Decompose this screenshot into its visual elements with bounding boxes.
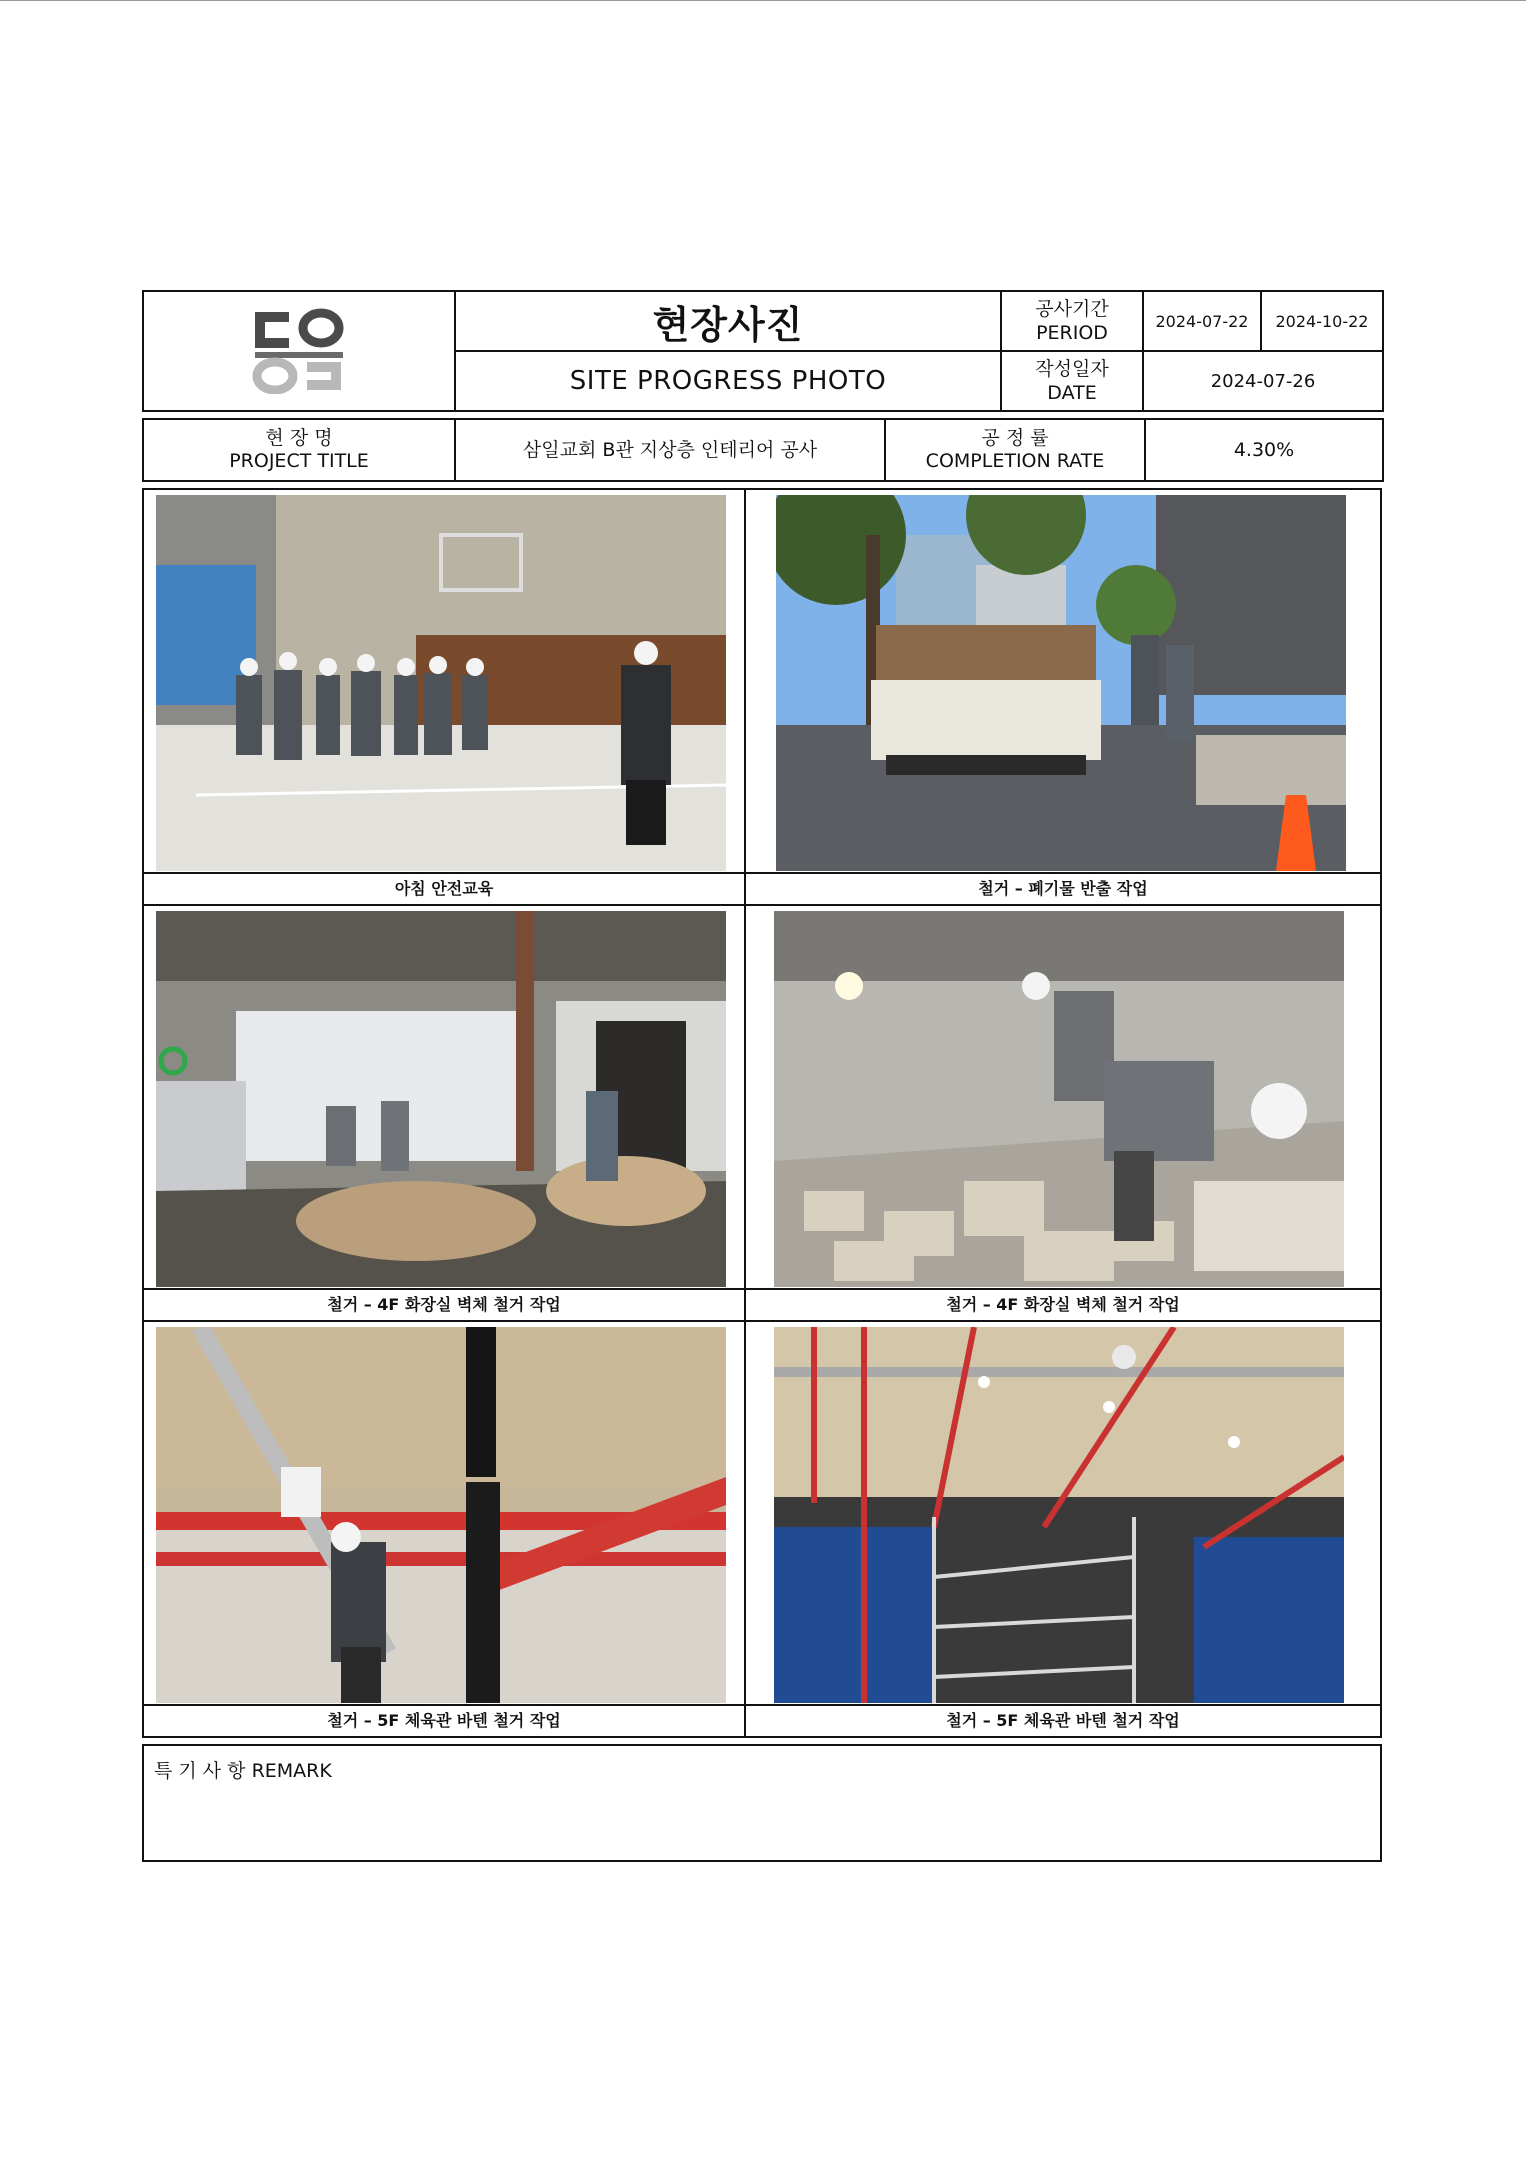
project-title-value: 삼일교회 B관 지상층 인테리어 공사: [455, 419, 885, 481]
completion-rate-value: 4.30%: [1145, 419, 1383, 481]
report-header: [142, 290, 1384, 412]
title-korean: 현장사진: [455, 291, 1001, 351]
page-top-rule: [0, 0, 1526, 1]
photo-cell: [746, 490, 1380, 904]
photo-5f-batten-removal-2: [774, 1327, 1344, 1703]
photo-cell: [746, 906, 1380, 1320]
date-label: [1001, 351, 1143, 411]
completion-rate-label-en: COMPLETION RATE: [925, 450, 1105, 472]
photo-caption: 철거 – 4F 화장실 벽체 철거 작업: [946, 1295, 1180, 1314]
project-info: [142, 418, 1384, 482]
photo-caption: 철거 – 5F 체육관 바텐 철거 작업: [327, 1711, 561, 1730]
company-logo-icon: [251, 308, 347, 394]
logo-cell: [143, 291, 455, 411]
title-english: SITE PROGRESS PHOTO: [455, 351, 1001, 411]
date-value: 2024-07-26: [1143, 351, 1383, 411]
remark-box: [142, 1744, 1382, 1862]
date-label-en: DATE: [1047, 382, 1097, 404]
period-start: 2024-07-22: [1143, 291, 1261, 351]
date-label-ko: 작성일자: [1035, 358, 1109, 380]
project-title-label: [143, 419, 455, 481]
photo-5f-batten-removal: [156, 1327, 726, 1703]
photo-caption: 철거 – 5F 체육관 바텐 철거 작업: [946, 1711, 1180, 1730]
project-title-label-en: PROJECT TITLE: [229, 450, 369, 472]
photo-row: [144, 906, 1380, 1322]
completion-rate-label-ko: 공 정 률: [981, 427, 1049, 449]
photo-caption: 아침 안전교육: [394, 879, 494, 898]
project-title-label-ko: 현 장 명: [265, 427, 333, 449]
photo-waste-removal: [776, 495, 1346, 871]
photo-row: [144, 1322, 1380, 1736]
photo-cell: [144, 490, 746, 904]
photo-cell: [144, 906, 746, 1320]
photo-row: [144, 490, 1380, 906]
photo-cell: [144, 1322, 746, 1736]
photo-caption: 철거 – 4F 화장실 벽체 철거 작업: [327, 1295, 561, 1314]
period-label-en: PERIOD: [1036, 322, 1108, 344]
photo-4f-wall-demolition-2: [774, 911, 1344, 1287]
period-label-ko: 공사기간: [1035, 298, 1109, 320]
photo-4f-wall-demolition: [156, 911, 726, 1287]
photo-grid: [142, 488, 1382, 1738]
completion-rate-label: [885, 419, 1145, 481]
remark-label: 특 기 사 항 REMARK: [154, 1760, 332, 1782]
photo-safety-briefing: [156, 495, 726, 871]
photo-cell: [746, 1322, 1380, 1736]
period-label: [1001, 291, 1143, 351]
period-end: 2024-10-22: [1261, 291, 1383, 351]
photo-caption: 철거 – 폐기물 반출 작업: [978, 879, 1148, 898]
site-progress-report: [142, 290, 1382, 1862]
